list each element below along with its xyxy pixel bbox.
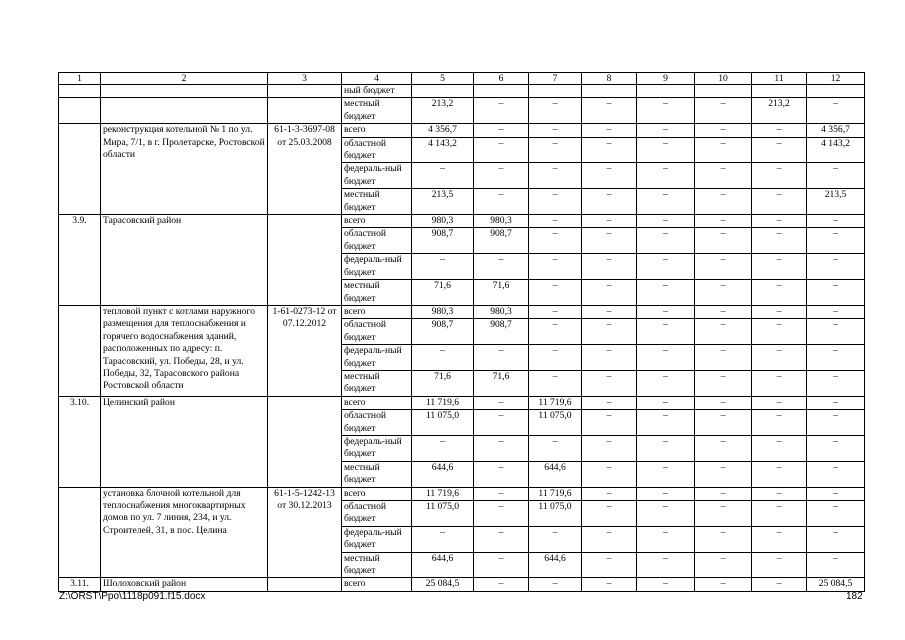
table-body bbox=[59, 73, 865, 592]
amount-cell: – bbox=[752, 578, 807, 591]
item-number-cell: 3.11. bbox=[59, 578, 101, 591]
amount-cell: – bbox=[474, 137, 529, 163]
column-number-header: 4 bbox=[342, 73, 412, 85]
object-name-cell: Шолоховский район bbox=[101, 578, 268, 591]
amount-cell: – bbox=[637, 254, 695, 280]
amount-cell: – bbox=[529, 305, 582, 318]
amount-cell: – bbox=[752, 189, 807, 215]
amount-cell: 4 356,7 bbox=[807, 124, 865, 137]
amount-cell: – bbox=[582, 461, 637, 487]
document-number-cell: 1-61-0273-12 от 07.12.2012 bbox=[268, 305, 342, 396]
amount-cell: – bbox=[807, 163, 865, 189]
amount-cell: – bbox=[695, 345, 752, 371]
amount-cell: 980,3 bbox=[412, 215, 474, 228]
amount-cell: – bbox=[474, 461, 529, 487]
funding-source-cell: федераль-ный бюджет bbox=[342, 345, 412, 371]
amount-cell: – bbox=[529, 98, 582, 124]
object-name-cell: установка блочной котельной для теплоснабжения многоквартирных домов по ул. 7 линия, 234, и ул. Строителей, 31, в пос. Целина bbox=[101, 487, 268, 578]
amount-cell: – bbox=[582, 137, 637, 163]
amount-cell: – bbox=[474, 526, 529, 552]
amount-cell: 71,6 bbox=[412, 280, 474, 306]
amount-cell: – bbox=[807, 435, 865, 461]
amount-cell: – bbox=[807, 552, 865, 578]
amount-cell: – bbox=[529, 124, 582, 137]
amount-cell: – bbox=[752, 305, 807, 318]
amount-cell: – bbox=[752, 345, 807, 371]
column-number-header: 1 bbox=[59, 73, 101, 85]
amount-cell: – bbox=[695, 280, 752, 306]
amount-cell: – bbox=[582, 552, 637, 578]
amount-cell: – bbox=[695, 98, 752, 124]
funding-source-cell: всего bbox=[342, 124, 412, 137]
amount-cell: – bbox=[582, 189, 637, 215]
funding-source-cell: всего bbox=[342, 215, 412, 228]
amount-cell: – bbox=[752, 526, 807, 552]
amount-cell: 11 075,0 bbox=[412, 501, 474, 527]
amount-cell: – bbox=[412, 163, 474, 189]
amount-cell: – bbox=[752, 435, 807, 461]
amount-cell: – bbox=[474, 552, 529, 578]
amount-cell: – bbox=[807, 461, 865, 487]
amount-cell: – bbox=[695, 228, 752, 254]
amount-cell bbox=[695, 85, 752, 98]
object-name-cell: реконструкция котельной № 1 по ул. Мира, 7/1, в г. Пролетарске, Ростовской области bbox=[101, 124, 268, 215]
amount-cell: 11 075,0 bbox=[529, 501, 582, 527]
funding-source-cell: ный бюджет bbox=[342, 85, 412, 98]
funding-source-cell: всего bbox=[342, 305, 412, 318]
amount-cell: – bbox=[529, 319, 582, 345]
amount-cell: – bbox=[529, 228, 582, 254]
column-number-header: 12 bbox=[807, 73, 865, 85]
amount-cell: – bbox=[752, 163, 807, 189]
amount-cell: – bbox=[582, 305, 637, 318]
amount-cell: – bbox=[752, 228, 807, 254]
amount-cell: – bbox=[412, 435, 474, 461]
amount-cell: – bbox=[807, 305, 865, 318]
amount-cell bbox=[582, 85, 637, 98]
amount-cell: – bbox=[695, 435, 752, 461]
amount-cell: 4 143,2 bbox=[807, 137, 865, 163]
amount-cell: – bbox=[582, 254, 637, 280]
amount-cell: – bbox=[582, 435, 637, 461]
column-number-header: 6 bbox=[474, 73, 529, 85]
amount-cell: – bbox=[637, 137, 695, 163]
amount-cell: – bbox=[807, 228, 865, 254]
amount-cell: 71,6 bbox=[474, 280, 529, 306]
document-number-cell: 61-1-3-3697-08 от 25.03.2008 bbox=[268, 124, 342, 215]
amount-cell: – bbox=[582, 526, 637, 552]
amount-cell: – bbox=[807, 370, 865, 396]
amount-cell: – bbox=[637, 578, 695, 591]
amount-cell: – bbox=[807, 98, 865, 124]
amount-cell: – bbox=[752, 137, 807, 163]
table-row bbox=[59, 85, 865, 98]
amount-cell: – bbox=[695, 215, 752, 228]
amount-cell: 213,5 bbox=[412, 189, 474, 215]
amount-cell bbox=[752, 85, 807, 98]
amount-cell: 11 075,0 bbox=[412, 410, 474, 436]
amount-cell: 980,3 bbox=[412, 305, 474, 318]
amount-cell: – bbox=[752, 370, 807, 396]
amount-cell: – bbox=[752, 552, 807, 578]
column-number-header: 11 bbox=[752, 73, 807, 85]
amount-cell: – bbox=[637, 501, 695, 527]
amount-cell bbox=[637, 85, 695, 98]
amount-cell: 11 719,6 bbox=[529, 396, 582, 409]
funding-source-cell: местный бюджет bbox=[342, 370, 412, 396]
amount-cell: – bbox=[529, 189, 582, 215]
amount-cell: 213,2 bbox=[752, 98, 807, 124]
amount-cell: – bbox=[637, 98, 695, 124]
amount-cell: – bbox=[529, 345, 582, 371]
amount-cell: – bbox=[529, 137, 582, 163]
amount-cell: – bbox=[752, 254, 807, 280]
amount-cell: – bbox=[637, 435, 695, 461]
table-row bbox=[59, 215, 865, 228]
amount-cell bbox=[807, 85, 865, 98]
amount-cell: – bbox=[582, 345, 637, 371]
amount-cell: – bbox=[637, 487, 695, 500]
amount-cell: – bbox=[474, 345, 529, 371]
funding-source-cell: областной бюджет bbox=[342, 228, 412, 254]
object-name-cell bbox=[101, 85, 268, 98]
amount-cell: – bbox=[582, 370, 637, 396]
amount-cell: – bbox=[637, 163, 695, 189]
funding-source-cell: всего bbox=[342, 578, 412, 591]
amount-cell: – bbox=[695, 319, 752, 345]
amount-cell: 644,6 bbox=[529, 461, 582, 487]
amount-cell: – bbox=[752, 487, 807, 500]
funding-source-cell: местный бюджет bbox=[342, 280, 412, 306]
amount-cell: – bbox=[637, 396, 695, 409]
column-number-header: 9 bbox=[637, 73, 695, 85]
amount-cell: – bbox=[474, 189, 529, 215]
amount-cell: – bbox=[695, 552, 752, 578]
amount-cell: – bbox=[695, 124, 752, 137]
amount-cell: – bbox=[695, 163, 752, 189]
amount-cell: – bbox=[752, 461, 807, 487]
amount-cell: – bbox=[752, 124, 807, 137]
amount-cell: – bbox=[637, 345, 695, 371]
amount-cell: – bbox=[582, 578, 637, 591]
funding-source-cell: областной бюджет bbox=[342, 410, 412, 436]
item-number-cell: 3.9. bbox=[59, 215, 101, 306]
amount-cell: – bbox=[582, 487, 637, 500]
amount-cell: – bbox=[582, 501, 637, 527]
amount-cell: 908,7 bbox=[474, 319, 529, 345]
amount-cell: – bbox=[529, 163, 582, 189]
amount-cell: – bbox=[695, 396, 752, 409]
funding-source-cell: местный бюджет bbox=[342, 461, 412, 487]
amount-cell: 25 084,5 bbox=[807, 578, 865, 591]
amount-cell: – bbox=[474, 578, 529, 591]
amount-cell: 11 075,0 bbox=[529, 410, 582, 436]
amount-cell: – bbox=[582, 124, 637, 137]
table-row bbox=[59, 98, 865, 124]
amount-cell: – bbox=[637, 189, 695, 215]
amount-cell: – bbox=[695, 487, 752, 500]
budget-table bbox=[58, 72, 865, 592]
document-number-cell bbox=[268, 396, 342, 487]
amount-cell: – bbox=[637, 410, 695, 436]
amount-cell: – bbox=[529, 578, 582, 591]
amount-cell: – bbox=[529, 526, 582, 552]
amount-cell bbox=[474, 85, 529, 98]
amount-cell: – bbox=[474, 163, 529, 189]
amount-cell: – bbox=[474, 410, 529, 436]
amount-cell: – bbox=[807, 396, 865, 409]
amount-cell: – bbox=[637, 280, 695, 306]
amount-cell: 980,3 bbox=[474, 215, 529, 228]
amount-cell: – bbox=[529, 370, 582, 396]
amount-cell: – bbox=[474, 98, 529, 124]
amount-cell: – bbox=[752, 410, 807, 436]
amount-cell: – bbox=[695, 137, 752, 163]
document-number-cell bbox=[268, 215, 342, 306]
funding-source-cell: областной бюджет bbox=[342, 319, 412, 345]
funding-source-cell: федераль-ный бюджет bbox=[342, 254, 412, 280]
object-name-cell: Тарасовский район bbox=[101, 215, 268, 306]
column-number-header: 5 bbox=[412, 73, 474, 85]
amount-cell: – bbox=[807, 280, 865, 306]
amount-cell: – bbox=[582, 280, 637, 306]
amount-cell: 4 143,2 bbox=[412, 137, 474, 163]
funding-source-cell: местный бюджет bbox=[342, 552, 412, 578]
amount-cell: 11 719,6 bbox=[529, 487, 582, 500]
amount-cell: – bbox=[637, 305, 695, 318]
amount-cell: – bbox=[807, 319, 865, 345]
amount-cell: – bbox=[474, 124, 529, 137]
amount-cell: – bbox=[637, 461, 695, 487]
amount-cell: 25 084,5 bbox=[412, 578, 474, 591]
amount-cell bbox=[412, 85, 474, 98]
amount-cell: – bbox=[529, 254, 582, 280]
amount-cell: – bbox=[637, 215, 695, 228]
table-row bbox=[59, 305, 865, 318]
amount-cell: – bbox=[752, 396, 807, 409]
amount-cell: – bbox=[412, 254, 474, 280]
amount-cell: – bbox=[695, 189, 752, 215]
funding-source-cell: федераль-ный бюджет bbox=[342, 163, 412, 189]
amount-cell: 71,6 bbox=[412, 370, 474, 396]
amount-cell: 213,2 bbox=[412, 98, 474, 124]
funding-source-cell: местный бюджет bbox=[342, 98, 412, 124]
amount-cell: – bbox=[474, 501, 529, 527]
amount-cell bbox=[529, 85, 582, 98]
table-row bbox=[59, 487, 865, 500]
amount-cell: – bbox=[474, 254, 529, 280]
amount-cell: – bbox=[582, 215, 637, 228]
funding-source-cell: федераль-ный бюджет bbox=[342, 435, 412, 461]
amount-cell: – bbox=[474, 396, 529, 409]
amount-cell: 644,6 bbox=[412, 552, 474, 578]
amount-cell: – bbox=[529, 435, 582, 461]
funding-source-cell: федераль-ный бюджет bbox=[342, 526, 412, 552]
object-name-cell bbox=[101, 98, 268, 124]
amount-cell: – bbox=[807, 254, 865, 280]
column-number-header: 8 bbox=[582, 73, 637, 85]
amount-cell: 644,6 bbox=[412, 461, 474, 487]
amount-cell: – bbox=[637, 526, 695, 552]
header-row bbox=[59, 73, 865, 85]
object-name-cell: тепловой пункт с котлами наружного размещения для теплоснабжения и горячего водоснабжения зданий, расположенных по адресу: п. Тарасовский, ул. Победы, 28, и ул. Победы, 32, Тарасовского района Ростовской области bbox=[101, 305, 268, 396]
amount-cell: – bbox=[412, 526, 474, 552]
amount-cell: – bbox=[752, 280, 807, 306]
amount-cell: – bbox=[695, 461, 752, 487]
amount-cell: – bbox=[529, 215, 582, 228]
amount-cell: – bbox=[752, 215, 807, 228]
amount-cell: – bbox=[807, 410, 865, 436]
document-number-cell bbox=[268, 578, 342, 591]
item-number-cell: 3.10. bbox=[59, 396, 101, 487]
amount-cell: – bbox=[637, 370, 695, 396]
amount-cell: – bbox=[582, 163, 637, 189]
table-row bbox=[59, 124, 865, 137]
footer-file-path: Z:\ORST\Ppo\1118p091.f15.docx bbox=[59, 591, 206, 602]
amount-cell: – bbox=[807, 345, 865, 371]
amount-cell: – bbox=[695, 578, 752, 591]
amount-cell: – bbox=[637, 124, 695, 137]
item-number-cell bbox=[59, 305, 101, 396]
column-number-header: 7 bbox=[529, 73, 582, 85]
amount-cell: – bbox=[695, 370, 752, 396]
amount-cell: 4 356,7 bbox=[412, 124, 474, 137]
amount-cell: 11 719,6 bbox=[412, 487, 474, 500]
amount-cell: – bbox=[807, 526, 865, 552]
amount-cell: – bbox=[529, 280, 582, 306]
amount-cell: – bbox=[637, 552, 695, 578]
object-name-cell: Целинский район bbox=[101, 396, 268, 487]
item-number-cell bbox=[59, 487, 101, 578]
amount-cell: – bbox=[695, 254, 752, 280]
amount-cell: 213,5 bbox=[807, 189, 865, 215]
amount-cell: 908,7 bbox=[474, 228, 529, 254]
item-number-cell bbox=[59, 85, 101, 98]
amount-cell: – bbox=[582, 396, 637, 409]
funding-source-cell: всего bbox=[342, 396, 412, 409]
amount-cell: – bbox=[474, 435, 529, 461]
amount-cell: 11 719,6 bbox=[412, 396, 474, 409]
table-row bbox=[59, 396, 865, 409]
amount-cell: – bbox=[637, 228, 695, 254]
amount-cell: – bbox=[474, 487, 529, 500]
amount-cell: – bbox=[582, 98, 637, 124]
document-number-cell bbox=[268, 98, 342, 124]
amount-cell: – bbox=[695, 526, 752, 552]
column-number-header: 10 bbox=[695, 73, 752, 85]
amount-cell: – bbox=[695, 501, 752, 527]
amount-cell: 908,7 bbox=[412, 319, 474, 345]
amount-cell: – bbox=[637, 319, 695, 345]
funding-source-cell: всего bbox=[342, 487, 412, 500]
amount-cell: – bbox=[582, 319, 637, 345]
amount-cell: – bbox=[582, 410, 637, 436]
amount-cell: – bbox=[695, 410, 752, 436]
amount-cell: – bbox=[807, 501, 865, 527]
amount-cell: 644,6 bbox=[529, 552, 582, 578]
amount-cell: – bbox=[695, 305, 752, 318]
item-number-cell bbox=[59, 124, 101, 215]
funding-source-cell: областной бюджет bbox=[342, 501, 412, 527]
amount-cell: 71,6 bbox=[474, 370, 529, 396]
funding-source-cell: местный бюджет bbox=[342, 189, 412, 215]
amount-cell: – bbox=[412, 345, 474, 371]
amount-cell: 908,7 bbox=[412, 228, 474, 254]
funding-source-cell: областной бюджет bbox=[342, 137, 412, 163]
amount-cell: – bbox=[752, 319, 807, 345]
table-row bbox=[59, 578, 865, 591]
amount-cell: – bbox=[752, 501, 807, 527]
document-number-cell: 61-1-5-1242-13 от 30.12.2013 bbox=[268, 487, 342, 578]
document-number-cell bbox=[268, 85, 342, 98]
column-number-header: 2 bbox=[101, 73, 268, 85]
amount-cell: – bbox=[807, 487, 865, 500]
column-number-header: 3 bbox=[268, 73, 342, 85]
amount-cell: – bbox=[582, 228, 637, 254]
page-number: 182 bbox=[846, 591, 863, 602]
item-number-cell bbox=[59, 98, 101, 124]
amount-cell: 980,3 bbox=[474, 305, 529, 318]
amount-cell: – bbox=[807, 215, 865, 228]
